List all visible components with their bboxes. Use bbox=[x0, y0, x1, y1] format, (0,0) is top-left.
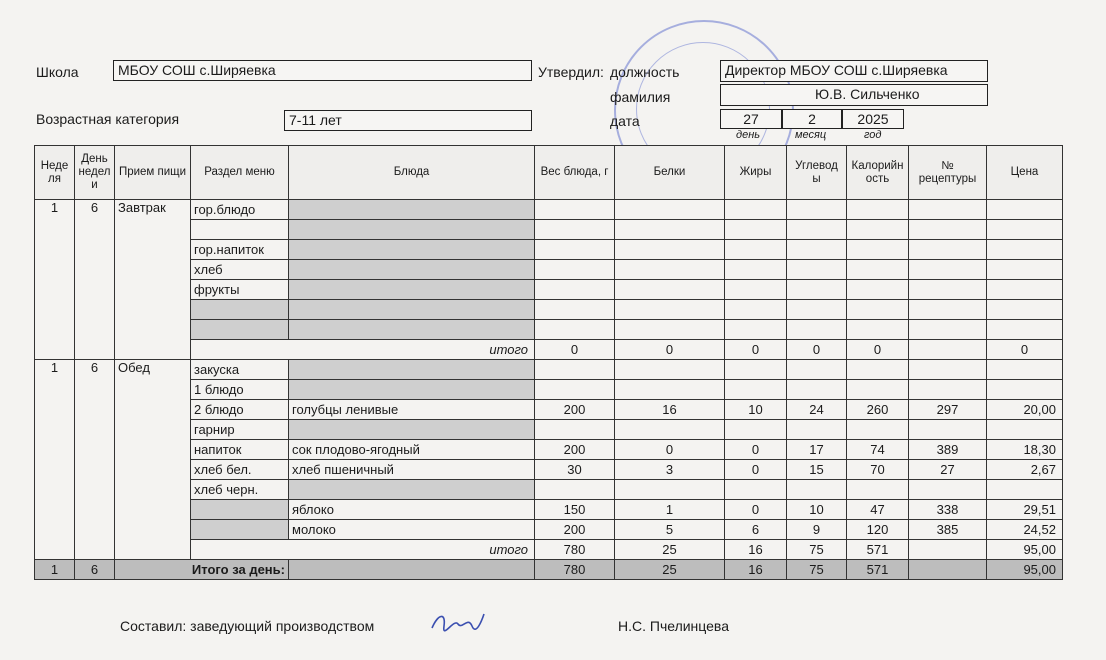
col-header-protein: Белки bbox=[615, 146, 725, 200]
lunch-day: 6 bbox=[75, 360, 115, 560]
school-name-field: МБОУ СОШ с.Ширяевка bbox=[113, 60, 532, 81]
col-header-meal: Прием пищи bbox=[115, 146, 191, 200]
breakfast-week: 1 bbox=[35, 200, 75, 360]
approved-label: Утвердил: bbox=[538, 64, 604, 80]
lunch-meal: Обед bbox=[115, 360, 191, 560]
breakfast-meal: Завтрак bbox=[115, 200, 191, 360]
date-month-field: 2 bbox=[782, 109, 842, 129]
table-row: напиток сок плодово-ягодный 200 0 0 17 74 389 18,30 bbox=[35, 440, 1063, 460]
col-header-section: Раздел меню bbox=[191, 146, 289, 200]
total-label: итого bbox=[191, 340, 535, 360]
section-cell: фрукты bbox=[191, 280, 289, 300]
total-label: итого bbox=[191, 540, 535, 560]
position-field: Директор МБОУ СОШ с.Ширяевка bbox=[720, 60, 988, 82]
surname-label: фамилия bbox=[610, 89, 671, 105]
table-row: хлеб черн. bbox=[35, 480, 1063, 500]
composed-by-label: Составил: заведующий производством bbox=[120, 618, 375, 634]
composer-name: Н.С. Пчелинцева bbox=[618, 618, 730, 634]
table-row: молоко 200 5 6 9 120 385 24,52 bbox=[35, 520, 1063, 540]
section-cell: гор.блюдо bbox=[191, 200, 289, 220]
date-label: дата bbox=[610, 113, 640, 129]
section-cell bbox=[191, 220, 289, 240]
table-row: хлеб бел. хлеб пшеничный 30 3 0 15 70 27 2,67 bbox=[35, 460, 1063, 480]
surname-field: Ю.В. Сильченко bbox=[720, 84, 988, 106]
month-caption: месяц bbox=[795, 129, 827, 141]
table-row: яблоко 150 1 0 10 47 338 29,51 bbox=[35, 500, 1063, 520]
col-header-recipe: № рецептуры bbox=[909, 146, 987, 200]
col-header-dish: Блюда bbox=[289, 146, 535, 200]
col-header-price: Цена bbox=[987, 146, 1063, 200]
menu-table bbox=[34, 145, 1063, 580]
date-year-field: 2025 bbox=[842, 109, 904, 129]
table-row bbox=[35, 200, 1063, 220]
age-category-field: 7-11 лет bbox=[284, 110, 532, 131]
table-row: гарнир bbox=[35, 420, 1063, 440]
lunch-total-row: итого 780 25 16 75 571 95,00 bbox=[35, 540, 1063, 560]
section-cell: хлеб bbox=[191, 260, 289, 280]
school-label: Школа bbox=[36, 64, 79, 80]
day-total-row: 1 6 Итого за день: 780 25 16 75 571 95,00 bbox=[35, 560, 1063, 580]
col-header-day: День недел и bbox=[75, 146, 115, 200]
lunch-week: 1 bbox=[35, 360, 75, 560]
col-header-week: Неде ля bbox=[35, 146, 75, 200]
section-cell: гор.напиток bbox=[191, 240, 289, 260]
year-caption: год bbox=[864, 129, 882, 141]
table-row: 2 блюдо голубцы ленивые 200 16 10 24 260 297 20,00 bbox=[35, 400, 1063, 420]
section-cell bbox=[191, 300, 289, 320]
col-header-kcal: Калорийн ость bbox=[847, 146, 909, 200]
date-day-field: 27 bbox=[720, 109, 782, 129]
position-label: должность bbox=[610, 64, 680, 80]
breakfast-total-row: итого 0 0 0 0 0 0 bbox=[35, 340, 1063, 360]
col-header-fat: Жиры bbox=[725, 146, 787, 200]
table-row: 1 6 Обед закуска bbox=[35, 360, 1063, 380]
table-header-row bbox=[35, 146, 1063, 200]
day-total-label: Итого за день: bbox=[115, 560, 289, 580]
col-header-carbs: Углевод ы bbox=[787, 146, 847, 200]
breakfast-day: 6 bbox=[75, 200, 115, 360]
handwritten-signature bbox=[428, 608, 488, 638]
section-cell bbox=[191, 320, 289, 340]
table-row: 1 блюдо bbox=[35, 380, 1063, 400]
day-caption: день bbox=[736, 129, 761, 141]
age-category-label: Возрастная категория bbox=[36, 111, 180, 127]
col-header-weight: Вес блюда, г bbox=[535, 146, 615, 200]
